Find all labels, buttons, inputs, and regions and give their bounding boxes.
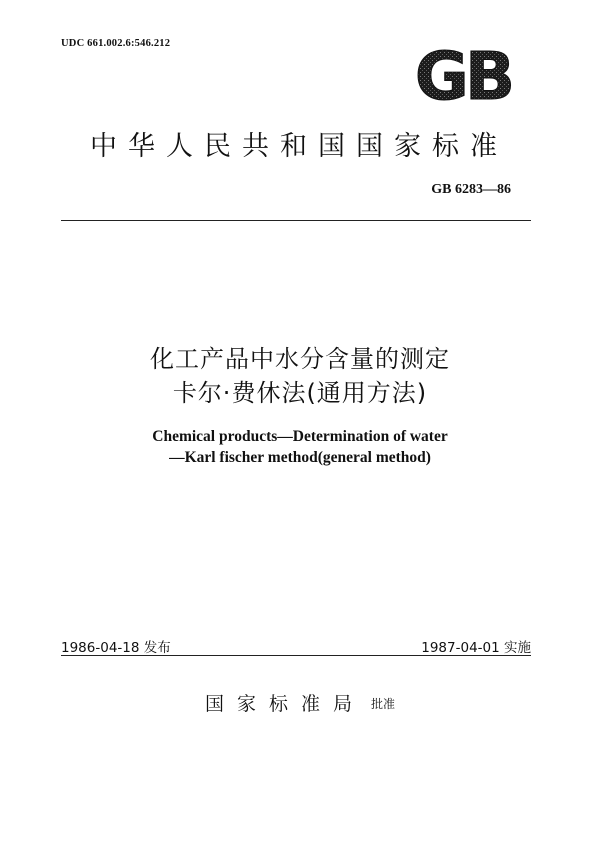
implementation-date: 1987-04-01 实施 (421, 640, 531, 656)
title-chinese-line1: 化工产品中水分含量的测定 (150, 345, 450, 373)
authority-action: 批准 (371, 697, 396, 711)
authority-name: 国家标准局 (204, 693, 365, 715)
standard-code: GB 6283—86 (431, 182, 511, 197)
title-chinese-line2: 卡尔·费休法(通用方法) (172, 379, 428, 407)
bottom-divider (61, 655, 531, 656)
svg-text:GB: GB (414, 44, 512, 102)
udc-classification: UDC 661.002.6:546.212 (61, 38, 171, 49)
approving-authority (0, 689, 600, 716)
issue-date: 1986-04-18 发布 (61, 640, 171, 656)
top-divider (61, 220, 531, 221)
gb-logo (404, 44, 522, 102)
title-english-line1: Chemical products—Determination of water (152, 428, 448, 445)
standard-title: 中华人民共和国国家标准 (90, 131, 508, 162)
title-english-line2: —Karl fischer method(general method) (169, 449, 431, 466)
